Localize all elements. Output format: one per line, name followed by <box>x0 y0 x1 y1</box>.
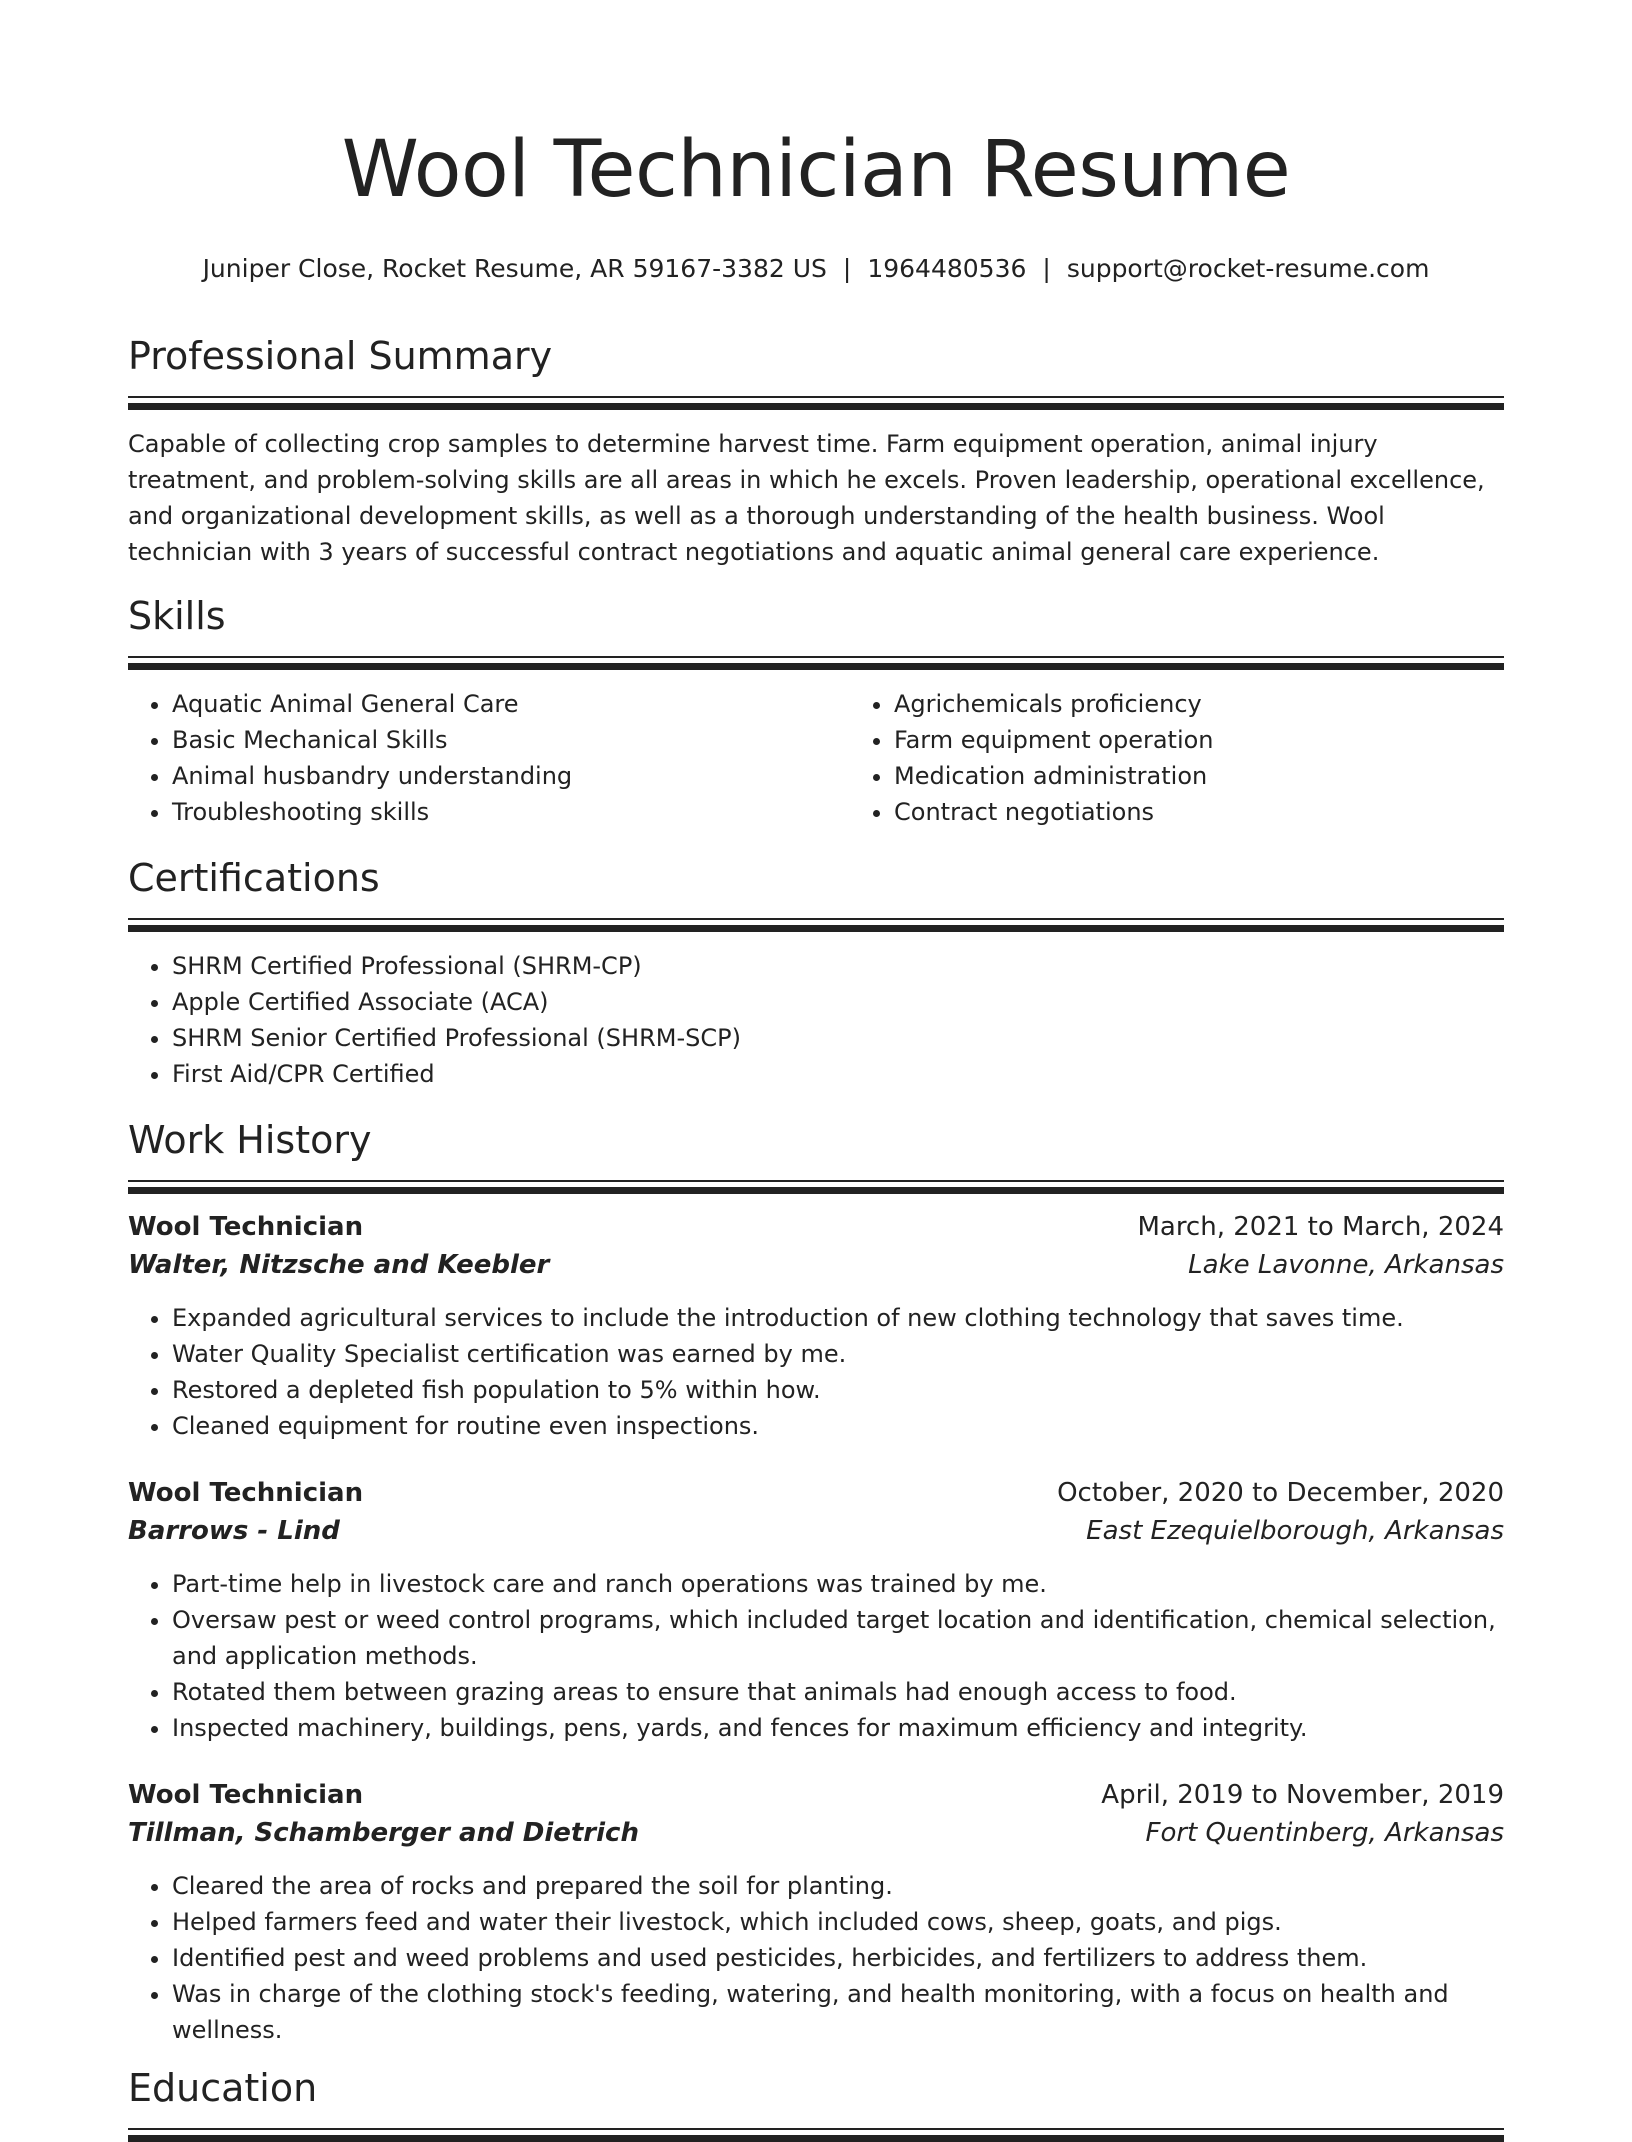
skill-item: • Agrichemicals proficiency <box>894 686 1504 722</box>
education-section <box>128 2062 1504 2142</box>
job-company: Walter, Nitzsche and Keebler <box>128 1250 550 1280</box>
job-header-row <box>128 1474 1504 1512</box>
skill-item: • Medication administration <box>894 758 1504 794</box>
skill-item: • Contract negotiations <box>894 794 1504 830</box>
skill-item: • Troubleshooting skills <box>172 794 850 830</box>
work-history-heading: Work History <box>128 1118 372 1162</box>
section-divider <box>128 396 1504 410</box>
certification-item: • First Aid/CPR Certified <box>172 1056 1504 1092</box>
contact-separator: | <box>842 254 852 283</box>
section-divider <box>128 656 1504 670</box>
job-bullet: • Rotated them between grazing areas to ensure that animals had enough access to food. <box>172 1674 1504 1710</box>
job-location: Lake Lavonne, Arkansas <box>1188 1250 1504 1280</box>
certifications-list <box>128 948 1504 1092</box>
work-history-section <box>128 1114 1504 2048</box>
job-title: Wool Technician <box>128 1780 364 1810</box>
section-divider <box>128 918 1504 932</box>
job-company-row <box>128 1246 1504 1284</box>
job-title: Wool Technician <box>128 1478 364 1508</box>
contact-address: Juniper Close, Rocket Resume, AR 59167-3382 US <box>202 254 827 283</box>
summary-text: Capable of collecting crop samples to determine harvest time. Farm equipment operation, animal injury treatment, and problem-solving skills are all areas in which he excels. Proven leadership, operational excellence, and organizational development skills, as well as a thorough understanding of the health business. Wool technician with 3 years of successful contract negotiations and aquatic animal general care experience. <box>128 430 1485 566</box>
skills-heading: Skills <box>128 594 226 638</box>
job-dates: March, 2021 to March, 2024 <box>1137 1212 1504 1242</box>
education-heading: Education <box>128 2066 318 2110</box>
certification-item: • SHRM Senior Certified Professional (SHRM-SCP) <box>172 1020 1504 1056</box>
contact-phone: 1964480536 <box>867 254 1027 283</box>
job-bullet: • Oversaw pest or weed control programs, which included target location and identification, chemical selection, and application methods. <box>172 1602 1504 1674</box>
job-bullet: • Cleaned equipment for routine even inspections. <box>172 1408 1504 1444</box>
job-header-row <box>128 1208 1504 1246</box>
job-location: East Ezequielborough, Arkansas <box>1086 1516 1504 1546</box>
job-company: Tillman, Schamberger and Dietrich <box>128 1818 639 1848</box>
skill-item: • Animal husbandry understanding <box>172 758 850 794</box>
job-header-row <box>128 1776 1504 1814</box>
job-company-row <box>128 1512 1504 1550</box>
skill-item: • Basic Mechanical Skills <box>172 722 850 758</box>
certifications-section <box>128 852 1504 1092</box>
summary-section <box>128 330 1504 570</box>
job-bullet: • Cleared the area of rocks and prepared the soil for planting. <box>172 1868 1504 1904</box>
job-bullet: • Water Quality Specialist certification was earned by me. <box>172 1336 1504 1372</box>
certification-item: • SHRM Certified Professional (SHRM-CP) <box>172 948 1504 984</box>
contact-line <box>128 252 1504 286</box>
job-bullets <box>128 1300 1504 1444</box>
job-bullet: • Helped farmers feed and water their livestock, which included cows, sheep, goats, and pigs. <box>172 1904 1504 1940</box>
section-divider <box>128 1180 1504 1194</box>
job-bullet: • Expanded agricultural services to include the introduction of new clothing technology that saves time. <box>172 1300 1504 1336</box>
job-bullet: • Inspected machinery, buildings, pens, yards, and fences for maximum efficiency and integrity. <box>172 1710 1504 1746</box>
skill-item: • Farm equipment operation <box>894 722 1504 758</box>
job-bullets <box>128 1868 1504 2048</box>
job-dates: October, 2020 to December, 2020 <box>1057 1478 1504 1508</box>
skills-list-left <box>128 686 850 830</box>
section-divider <box>128 2128 1504 2142</box>
job-bullet: • Part-time help in livestock care and ranch operations was trained by me. <box>172 1566 1504 1602</box>
job-bullet: • Was in charge of the clothing stock's feeding, watering, and health monitoring, with a focus on health and wellness. <box>172 1976 1504 2048</box>
skill-item: • Aquatic Animal General Care <box>172 686 850 722</box>
job-title: Wool Technician <box>128 1212 364 1242</box>
job-bullets <box>128 1566 1504 1746</box>
skills-section <box>128 590 1504 830</box>
job-company: Barrows - Lind <box>128 1516 340 1546</box>
resume-title: Wool Technician Resume <box>341 125 1291 215</box>
job-entry <box>128 1208 1504 1444</box>
job-company-row <box>128 1814 1504 1852</box>
job-bullet: • Restored a depleted fish population to 5% within how. <box>172 1372 1504 1408</box>
job-dates: April, 2019 to November, 2019 <box>1101 1780 1504 1810</box>
skills-grid <box>128 686 1504 830</box>
job-bullet: • Identified pest and weed problems and used pesticides, herbicides, and fertilizers to address them. <box>172 1940 1504 1976</box>
job-entry <box>128 1474 1504 1746</box>
summary-heading: Professional Summary <box>128 334 553 378</box>
certification-item: • Apple Certified Associate (ACA) <box>172 984 1504 1020</box>
contact-email: support@rocket-resume.com <box>1066 254 1430 283</box>
contact-separator: | <box>1042 254 1051 283</box>
job-location: Fort Quentinberg, Arkansas <box>1145 1818 1504 1848</box>
certifications-heading: Certifications <box>128 856 380 900</box>
job-entry <box>128 1776 1504 2048</box>
skills-list-right <box>850 686 1504 830</box>
